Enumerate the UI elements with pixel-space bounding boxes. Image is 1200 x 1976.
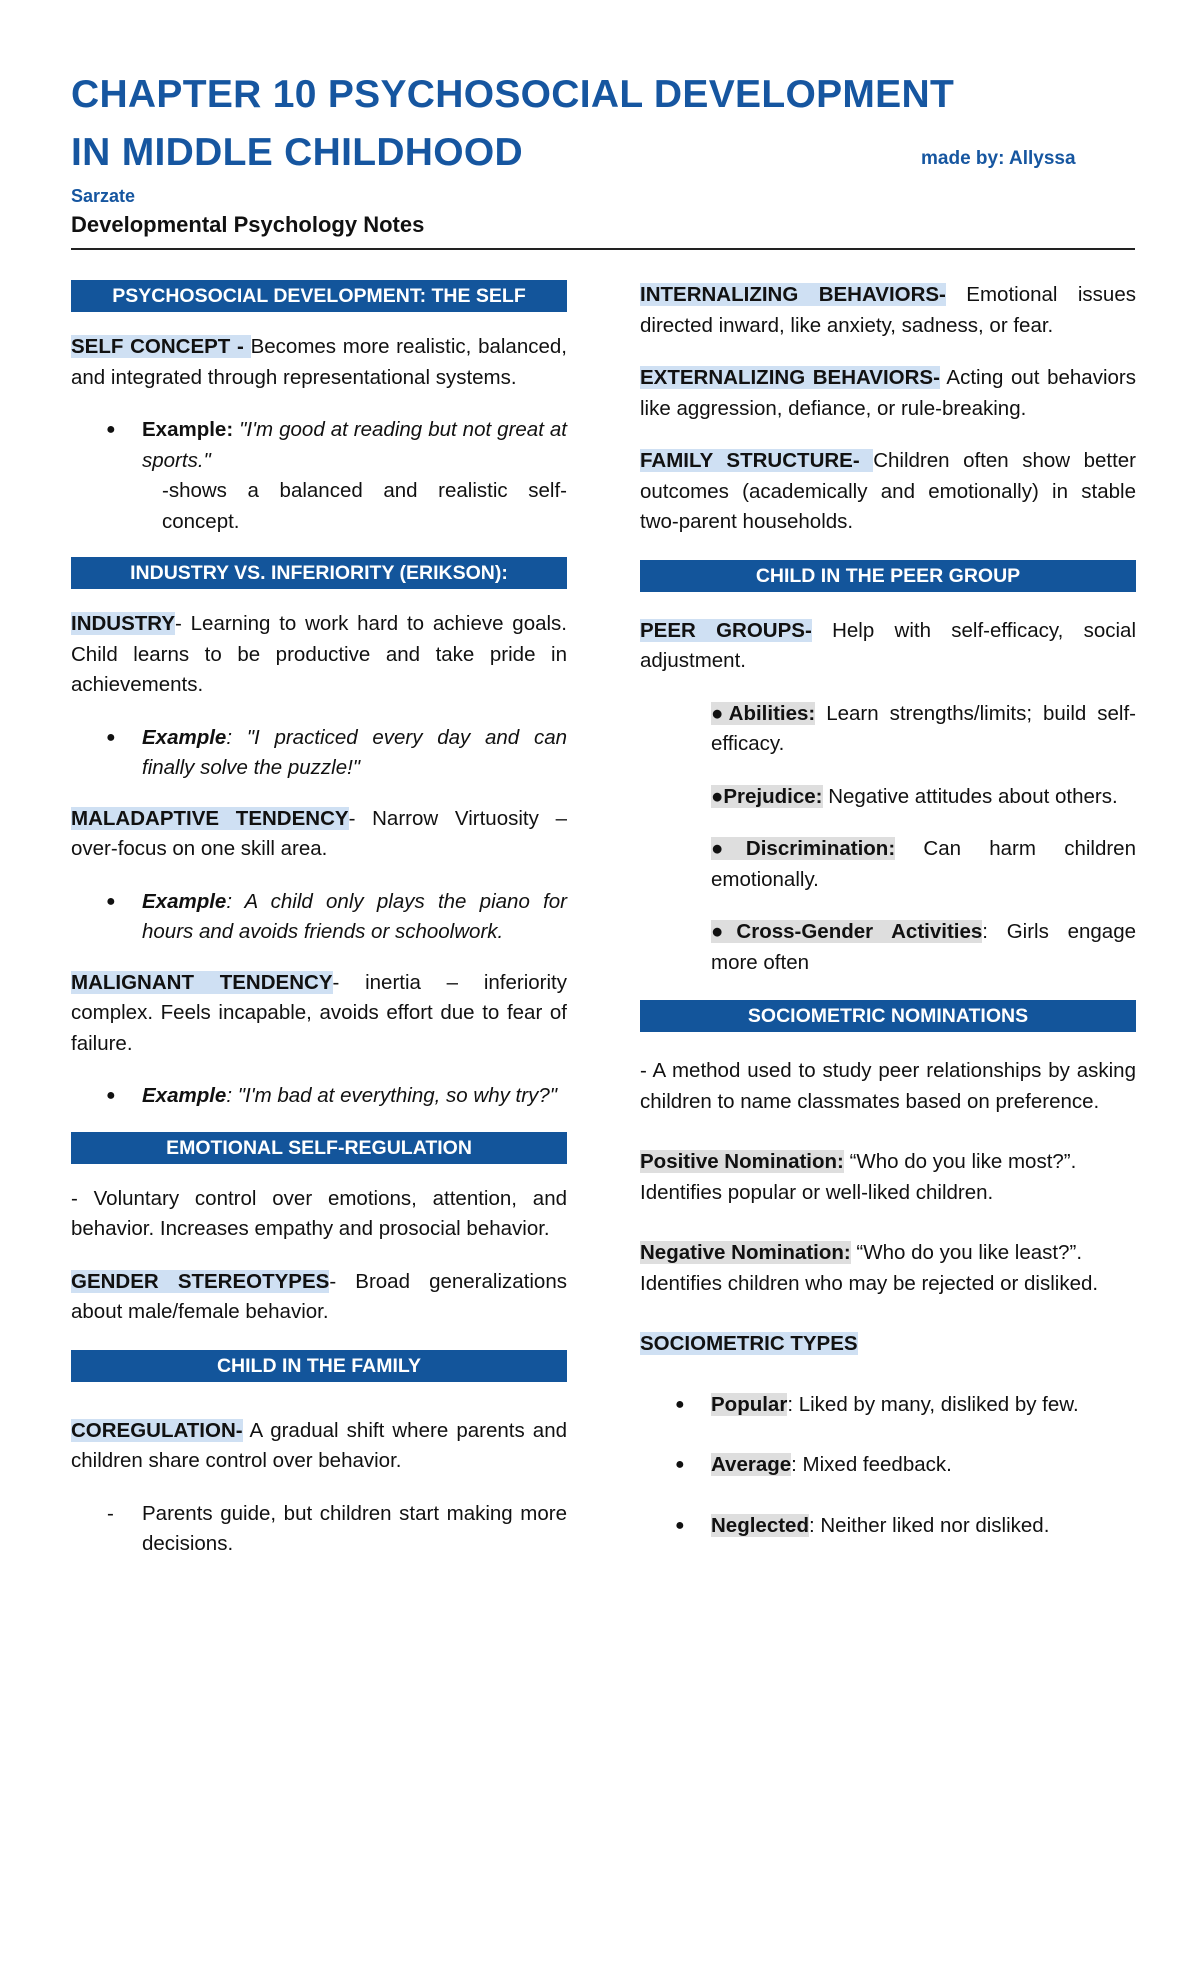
emotional-paragraph: - Voluntary control over emotions, attention, and behavior. Increases empathy and prosocial behavior. xyxy=(71,1186,567,1240)
type-def: : Mixed feedback. xyxy=(791,1453,952,1476)
peer-item-prejudice xyxy=(711,782,1136,813)
sociometric-intro: - A method used to study peer relationships by asking children to name classmates based on preference. xyxy=(640,1059,1136,1113)
page-title: CHAPTER 10 PSYCHOSOCIAL DEVELOPMENT IN MIDDLE CHILDHOOD xyxy=(71,73,955,174)
made-by-credit: made by: Allyssa xyxy=(921,148,1076,169)
right-column xyxy=(640,280,1136,1541)
example-text: : "I practiced every day and can finally solve the puzzle!" xyxy=(142,725,567,779)
list-item: - Parents guide, but children start making more decisions. xyxy=(71,1499,567,1560)
peer-item-def: Negative attitudes about others. xyxy=(822,784,1118,808)
maladaptive-example-list xyxy=(71,887,567,948)
term-externalizing: EXTERNALIZING BEHAVIORS- xyxy=(640,366,940,389)
malignant-paragraph xyxy=(71,968,567,1060)
type-term: Average xyxy=(711,1453,792,1476)
example-label: Example: xyxy=(142,418,234,441)
peer-groups-paragraph xyxy=(640,616,1136,677)
negative-nomination-def: “Who do you like least?”. Identifies children who may be rejected or disliked. xyxy=(640,1241,1099,1295)
type-term: Neglected xyxy=(711,1513,809,1537)
industry-def: - Learning to work hard to achieve goals. Child learns to be productive and take pride in achievements. xyxy=(71,612,567,696)
list-item xyxy=(71,887,567,948)
list-item xyxy=(71,723,567,784)
internalizing-paragraph xyxy=(640,280,1136,341)
family-structure-paragraph xyxy=(640,446,1136,538)
term-malignant: MALIGNANT TENDENCY xyxy=(71,970,333,994)
example-label: Example xyxy=(142,725,227,749)
internalizing-def: Emotional issues directed inward, like anxiety, sadness, or fear. xyxy=(640,283,1136,337)
term-positive-nomination: Positive Nomination: xyxy=(640,1150,844,1173)
coregulation-def: A gradual shift where parents and children share control over behavior. xyxy=(71,1418,567,1472)
peer-item-term: ●Cross-Gender Activities xyxy=(711,920,983,943)
maladaptive-def: - Narrow Virtuosity – over-focus on one skill area. xyxy=(71,806,568,860)
type-def: : Neither liked nor disliked. xyxy=(808,1513,1050,1537)
positive-nomination-paragraph xyxy=(640,1147,1136,1208)
term-sociometric-types: SOCIOMETRIC TYPES xyxy=(640,1332,858,1355)
section-band-sociometric: SOCIOMETRIC NOMINATIONS xyxy=(640,1000,1136,1032)
gender-def: - Broad generalizations about male/female behavior. xyxy=(71,1269,567,1323)
sociometric-types-list xyxy=(640,1390,1136,1542)
coregulation-list xyxy=(71,1499,567,1560)
type-def: : Liked by many, disliked by few. xyxy=(787,1392,1079,1416)
gender-paragraph xyxy=(71,1267,567,1328)
industry-example-list xyxy=(71,723,567,784)
peer-item-def: Learn strengths/limits; build self-efficacy. xyxy=(711,701,1136,755)
example-label: Example xyxy=(142,889,227,913)
peer-item-term: ●Abilities: xyxy=(711,701,816,725)
peer-groups-def: Help with self-efficacy, social adjustment. xyxy=(640,618,1136,672)
list-item xyxy=(640,1450,1136,1481)
example-text: "I'm good at reading but not great at sports." xyxy=(142,418,567,472)
peer-item-def: : Girls engage more often xyxy=(711,920,1137,974)
coregulation-paragraph xyxy=(71,1416,567,1477)
example-text: : A child only plays the piano for hours and avoids friends or schoolwork. xyxy=(142,889,567,943)
example-note: -shows a balanced and realistic self-concept. xyxy=(162,479,567,533)
term-internalizing: INTERNALIZING BEHAVIORS- xyxy=(640,283,946,306)
section-band-peer: CHILD IN THE PEER GROUP xyxy=(640,560,1136,592)
author-surname: Sarzate xyxy=(71,186,136,206)
sociometric-types-heading xyxy=(640,1329,1136,1360)
self-concept-def: Becomes more realistic, balanced, and integrated through representational systems. xyxy=(71,335,567,389)
term-negative-nomination: Negative Nomination: xyxy=(640,1241,851,1264)
maladaptive-paragraph xyxy=(71,804,567,865)
left-column xyxy=(71,280,567,1580)
self-concept-paragraph xyxy=(71,332,567,393)
term-family-structure: FAMILY STRUCTURE- xyxy=(640,449,874,472)
list-item xyxy=(640,1511,1136,1542)
section-band-self: PSYCHOSOCIAL DEVELOPMENT: THE SELF xyxy=(71,280,567,312)
list-item xyxy=(640,1390,1136,1421)
term-peer-groups: PEER GROUPS- xyxy=(640,618,812,642)
malignant-def: - inertia – inferiority complex. Feels incapable, avoids effort due to fear of failure. xyxy=(71,970,567,1055)
peer-item-def: Can harm children emotionally. xyxy=(711,837,1136,891)
term-coregulation: COREGULATION- xyxy=(71,1418,243,1442)
externalizing-def: Acting out behaviors like aggression, defiance, or rule-breaking. xyxy=(640,366,1136,420)
example-text: : "I'm bad at everything, so why try?" xyxy=(226,1084,557,1107)
malignant-example-list xyxy=(71,1081,567,1112)
list-item xyxy=(71,415,567,537)
header-divider xyxy=(71,248,1135,250)
term-self-concept: SELF CONCEPT - xyxy=(71,335,251,358)
peer-item-cross-gender xyxy=(711,917,1136,978)
term-maladaptive: MALADAPTIVE TENDENCY xyxy=(71,806,349,830)
term-gender-stereotypes: GENDER STEREOTYPES xyxy=(71,1269,330,1293)
type-term: Popular xyxy=(711,1392,788,1416)
section-band-industry: INDUSTRY VS. INFERIORITY (ERIKSON): xyxy=(71,557,567,589)
positive-nomination-def: “Who do you like most?”. Identifies popular or well-liked children. xyxy=(640,1150,1077,1204)
family-structure-def: Children often show better outcomes (academically and emotionally) in stable two-parent households. xyxy=(640,449,1136,533)
industry-paragraph xyxy=(71,609,567,701)
example-label: Example xyxy=(142,1084,227,1107)
peer-item-abilities xyxy=(711,699,1136,760)
list-item xyxy=(71,1081,567,1112)
page-subtitle: Developmental Psychology Notes xyxy=(71,212,425,237)
peer-item-discrimination xyxy=(711,834,1136,895)
externalizing-paragraph xyxy=(640,363,1136,424)
section-band-emotional: EMOTIONAL SELF-REGULATION xyxy=(71,1132,567,1164)
term-industry: INDUSTRY xyxy=(71,612,176,635)
section-band-family: CHILD IN THE FAMILY xyxy=(71,1350,567,1382)
self-example-list xyxy=(71,415,567,537)
negative-nomination-paragraph xyxy=(640,1238,1136,1299)
peer-item-term: ●Prejudice: xyxy=(711,784,823,808)
peer-item-term: ●Discrimination: xyxy=(711,837,896,860)
